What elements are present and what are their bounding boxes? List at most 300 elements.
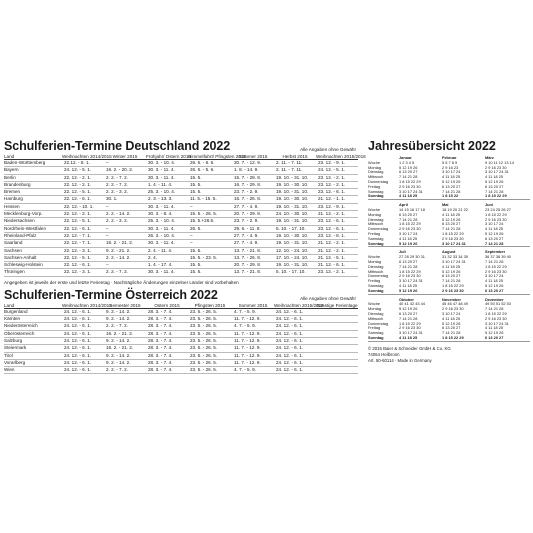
weekday-label: Montag <box>368 211 381 217</box>
holiday-period: 26. 5. - 6. 6. <box>188 160 232 167</box>
holiday-period: 23. 12. - 9. 1. <box>316 203 358 210</box>
holiday-period: 24. 12. - 5. 1. <box>316 167 358 174</box>
holiday-period: 30. 3. - 8. 4. <box>146 211 188 218</box>
weekday-label: Freitag <box>368 278 381 284</box>
day-numbers: 3 10 17 24 <box>442 169 461 175</box>
state-name: Hamburg <box>4 196 62 203</box>
month-name: November <box>442 296 462 302</box>
holiday-period: 23. 5. - 26. 5. <box>188 345 232 352</box>
day-numbers: 9 10 11 12 13 14 <box>485 159 514 165</box>
holiday-period: 15. 5. <box>188 269 232 276</box>
holiday-period: 16. 7. - 29. 8. <box>232 181 274 188</box>
day-numbers: 4 11 18 25 <box>442 263 461 269</box>
day-numbers: 7 14 21 28 <box>399 216 418 222</box>
holiday-period: 27. 7. - 4. 9. <box>232 203 274 210</box>
imprint-line: © 2015 Baier & Schneider GmbH & Co. KG <box>368 345 451 351</box>
holiday-period: 9. 2. - 21. 2. <box>104 247 146 254</box>
day-numbers: 3 10 17 24 31 <box>485 320 509 326</box>
at-header <box>4 287 358 303</box>
holiday-period: 23. 12. - 6. 1. <box>316 225 358 232</box>
day-numbers: 4 11 18 25 <box>399 282 418 288</box>
day-numbers: 5 6 7 8 9 <box>442 159 458 165</box>
month-name: Februar <box>442 155 457 160</box>
de-col-header: Sommer 2015 <box>232 154 274 160</box>
calendar-blocks <box>368 156 530 342</box>
holiday-period: 23. 12. - 2. 1. <box>316 269 358 276</box>
day-numbers: 45 46 47 48 49 <box>442 301 468 307</box>
holiday-period: 24. 12. - 6. 1. <box>62 359 104 366</box>
holiday-period: 16. 2. - 21. 2. <box>104 345 146 352</box>
holiday-period: 23. 5. - 26. 5. <box>188 337 232 344</box>
state-name: Hessen <box>4 203 62 210</box>
day-numbers: 7 14 21 28 <box>399 315 418 321</box>
holiday-period <box>316 330 358 337</box>
holiday-period: – <box>104 225 146 232</box>
state-name: Wien <box>4 367 62 374</box>
de-disclaimer: Alle Angaben ohne Gewähr <box>300 147 356 152</box>
holiday-period: 11. 7. - 12. 9. <box>232 359 274 366</box>
holiday-period: 24. 12. - 6. 1. <box>274 316 316 323</box>
day-numbers: 7 14 21 28 <box>399 174 418 180</box>
imprint <box>368 346 530 364</box>
table-row <box>4 232 358 239</box>
holiday-period: 21. 12. - 5. 1. <box>316 254 358 261</box>
holiday-period: 9. 2. - 14. 2. <box>104 337 146 344</box>
month-name: September <box>485 249 506 255</box>
holiday-period: 28. 3. - 7. 4. <box>146 316 188 323</box>
holiday-period: 15. 5. - 23. 5. <box>188 254 232 261</box>
day-numbers: 5 12 19 26 <box>442 320 461 326</box>
at-col-header: Pfingsten 2015 <box>188 303 232 309</box>
holiday-period: – <box>188 232 232 239</box>
holiday-period: 13. 7. - 21. 8. <box>232 247 274 254</box>
holiday-period: 19. 10. - 31. 10. <box>274 262 316 269</box>
holiday-period: 26. 5. <box>188 225 232 232</box>
month-name: Oktober <box>399 296 414 302</box>
holiday-period: 15. 5. <box>188 174 232 181</box>
state-name: Niedersachsen <box>4 218 62 225</box>
table-row <box>4 323 358 330</box>
weekday-label: Dienstag <box>368 216 384 222</box>
holiday-period: 25. 3. - 10. 4. <box>146 218 188 225</box>
holiday-period: 19. 10. - 30. 10. <box>274 181 316 188</box>
state-name: Bremen <box>4 189 62 196</box>
holiday-period: 24. 12. - 6. 1. <box>62 367 104 374</box>
holiday-period: 4. 7. - 5. 9. <box>232 367 274 374</box>
holiday-period: 30. 3. - 10. 4. <box>146 160 188 167</box>
weekday-label: Montag <box>368 306 381 312</box>
holiday-period: 19. 10. - 30. 10. <box>274 232 316 239</box>
holiday-period: 20. 7. - 29. 8. <box>232 211 274 218</box>
holiday-period: 22. 12. - 3. 1. <box>62 247 104 254</box>
holiday-period: 27. 7. - 4. 9. <box>232 240 274 247</box>
holiday-period: 15. 5.+26.5. <box>188 218 232 225</box>
holiday-period: 16. 2. - 20. 2. <box>104 167 146 174</box>
holiday-period: 21. 12. - 6. 1. <box>316 262 358 269</box>
holiday-period: 23. 7. - 2. 9. <box>232 218 274 225</box>
day-numbers: 1 8 15 22 29 <box>399 178 421 184</box>
day-numbers: 36 37 38 39 40 <box>485 254 511 260</box>
de-col-header: Frühjahr/ Ostern 2015 <box>146 154 191 159</box>
weekday-label: Woche <box>368 254 381 260</box>
holiday-period: 2. 2. - 7. 2. <box>104 323 146 330</box>
holiday-period: 26. 3. - 10. 4. <box>146 232 188 239</box>
holiday-period: 30. 3. - 11. 4. <box>146 203 188 210</box>
holiday-period: 24. 12. - 6. 1. <box>274 323 316 330</box>
weekday-label: Samstag <box>368 330 384 336</box>
day-numbers: 2 9 16 23 <box>442 164 459 170</box>
holiday-period: 23. 12. - 6. 1. <box>316 189 358 196</box>
holiday-period: 19. 10. - 31. 10. <box>274 203 316 210</box>
day-numbers: 2 9 16 23 30 <box>442 287 464 293</box>
table-row <box>4 262 358 269</box>
holiday-period: 24. 12. - 6. 1. <box>62 330 104 337</box>
state-name: Rheinland-Pfalz <box>4 232 62 239</box>
holiday-period: 23. 5. - 26. 5. <box>188 316 232 323</box>
de-col-header: Land <box>4 154 62 160</box>
holiday-period: 24. 12. - 6. 1. <box>62 316 104 323</box>
de-col-header: Weihnachten 2015/2016 <box>316 154 366 159</box>
holiday-period: 21. 12. - 2. 1. <box>316 247 358 254</box>
holiday-period: 2. 2. - 7. 2. <box>104 367 146 374</box>
holiday-period <box>316 323 358 330</box>
holiday-period: 24. 12. - 6. 1. <box>274 337 316 344</box>
holiday-period: 23. 5. - 26. 5. <box>188 352 232 359</box>
holiday-period: 28. 3. - 7. 4. <box>146 359 188 366</box>
holiday-period: 2. 11. - 7. 11. <box>274 167 316 174</box>
day-numbers: 4 11 18 25 <box>485 226 504 232</box>
holiday-period: 23. 5. - 26. 5. <box>188 308 232 315</box>
state-name: Sachsen <box>4 247 62 254</box>
year-overview-panel <box>368 138 530 400</box>
day-numbers: 2 9 16 23 30 <box>399 183 421 189</box>
holiday-period: 19. 10. - 31. 10. <box>274 240 316 247</box>
day-numbers: 3 10 17 24 31 <box>442 240 466 246</box>
holiday-period: 29. 6. - 11. 8. <box>232 225 274 232</box>
quarter-block <box>368 250 530 294</box>
weekday-label: Donnerstag <box>368 320 389 326</box>
day-numbers: 6 13 20 27 <box>442 183 461 189</box>
day-numbers: 1 8 15 22 <box>442 193 459 199</box>
holiday-period: 23. 12. - 8. 1. <box>316 232 358 239</box>
holiday-period: 9. 2. - 14. 2. <box>104 359 146 366</box>
day-numbers: 1 8 15 22 29 <box>399 221 421 227</box>
state-name: Schleswig-Holstein <box>4 262 62 269</box>
day-numbers: 7 14 21 28 <box>485 240 504 246</box>
holiday-period: 24. 12. - 6. 1. <box>62 323 104 330</box>
holiday-period: 22. 12. - 2. 1. <box>62 181 104 188</box>
day-numbers: 3 10 17 24 31 <box>485 169 509 175</box>
day-numbers: 2 9 16 23 30 <box>485 216 507 222</box>
holiday-period <box>316 359 358 366</box>
day-numbers: 4 11 18 25 <box>399 193 418 199</box>
holiday-period: 11. 7. - 12. 9. <box>232 345 274 352</box>
at-col-header: Weihnachten 2015/2016 <box>274 302 324 308</box>
table-row <box>4 203 358 210</box>
table-row <box>4 211 358 218</box>
table-row <box>4 352 358 359</box>
holiday-period: 23. 7. - 2. 9. <box>232 189 274 196</box>
day-numbers: 6 13 20 27 <box>485 287 504 293</box>
holiday-period: 22. 12. - 7. 1. <box>62 232 104 239</box>
holiday-period: 5. 10. - 17. 10. <box>274 225 316 232</box>
day-numbers: 49 50 51 52 53 <box>485 301 511 307</box>
holiday-period: 26. 5. - 5. 6. <box>188 167 232 174</box>
quarter-block <box>368 298 530 342</box>
holiday-period: 2. 2. - 7. 2. <box>104 269 146 276</box>
holiday-period: 24. 12. - 6. 1. <box>274 345 316 352</box>
de-holiday-table <box>4 154 366 277</box>
day-numbers: 5 12 19 26 <box>442 268 461 274</box>
day-numbers: 7 14 21 28 <box>442 226 461 232</box>
holiday-period: 15. 7. - 28. 8. <box>232 174 274 181</box>
weekday-label: Mittwoch <box>368 221 384 227</box>
day-numbers: 3 10 17 24 <box>399 230 418 236</box>
day-numbers: 1 8 15 22 29 <box>485 310 507 316</box>
de-col-header: Winter 2015 <box>104 154 146 160</box>
day-numbers: 6 13 20 27 <box>442 221 461 227</box>
holiday-period: 22. 12. - 2. 1. <box>62 211 104 218</box>
holiday-tables-panel <box>4 138 366 400</box>
holiday-period <box>316 352 358 359</box>
weekday-label: Mittwoch <box>368 174 384 180</box>
holiday-period: 23. 12. - 2. 1. <box>316 174 358 181</box>
table-row <box>4 218 358 225</box>
day-numbers: 7 14 21 28 <box>442 278 461 284</box>
day-numbers: 4 11 18 25 <box>485 325 504 331</box>
holiday-period: 22. 12. - 5. 1. <box>62 218 104 225</box>
day-numbers: 6 13 20 27 <box>485 334 504 340</box>
day-numbers: 5 12 19 26 <box>485 178 504 184</box>
holiday-period: 11. 7. - 12. 9. <box>232 337 274 344</box>
at-col-header: Semester 2015 <box>104 303 146 309</box>
holiday-period: 16. 2. - 21. 2. <box>104 240 146 247</box>
table-row <box>4 189 358 196</box>
table-row <box>4 240 358 247</box>
de-footnote: Angegeben ist jeweils der erste und letzte Ferientag · Nachträgliche Änderungen einzelner Länder sind vorbehalten <box>4 279 239 285</box>
weekday-label: Montag <box>368 258 381 264</box>
month-name: Mai <box>442 202 449 208</box>
holiday-period: 2. 2. - 14. 2. <box>104 211 146 218</box>
table-row <box>4 316 358 323</box>
table-row <box>4 181 358 188</box>
day-numbers: 6 13 20 27 <box>442 273 461 279</box>
day-numbers: 4 11 18 25 <box>485 278 504 284</box>
weekday-label: Dienstag <box>368 263 384 269</box>
weekday-label: Woche <box>368 206 381 212</box>
day-numbers: 6 13 20 27 <box>485 235 504 241</box>
month-name: Januar <box>399 155 412 160</box>
day-numbers: 4 11 18 25 <box>442 315 461 321</box>
state-name: Thüringen <box>4 269 62 276</box>
day-numbers: 4 11 18 25 <box>442 211 461 217</box>
day-numbers: 1 8 15 22 29 <box>442 282 464 288</box>
holiday-period: – <box>104 203 146 210</box>
holiday-period: – <box>188 203 232 210</box>
holiday-period: 22. 12. - 6. 1. <box>62 262 104 269</box>
holiday-period: 22. 12. - 6. 1. <box>62 225 104 232</box>
day-numbers: 31 32 33 34 35 <box>442 254 468 260</box>
holiday-period: 2. 2. - 7. 2. <box>104 181 146 188</box>
table-row <box>4 167 358 174</box>
day-numbers: 3 10 17 24 31 <box>399 188 423 194</box>
holiday-period: 9. 2. - 14. 2. <box>104 308 146 315</box>
state-name: Saarland <box>4 240 62 247</box>
holiday-period: 19. 10. - 31. 10. <box>274 218 316 225</box>
state-name: Niederösterreich <box>4 323 62 330</box>
holiday-period: 28. 3. - 7. 4. <box>146 345 188 352</box>
day-numbers: 5 12 19 26 <box>485 230 504 236</box>
holiday-period: 28. 3. - 7. 4. <box>146 330 188 337</box>
day-numbers: 7 14 21 28 <box>485 306 504 312</box>
holiday-period: 16. 7. - 26. 8. <box>232 196 274 203</box>
holiday-period: 15. 5. - 26. 5. <box>188 211 232 218</box>
holiday-period: 22. 12. - 5. 1. <box>62 254 104 261</box>
table-row <box>4 308 358 315</box>
holiday-period: 28. 3. - 7. 4. <box>146 337 188 344</box>
weekday-label: Donnerstag <box>368 226 389 232</box>
holiday-period: 21. 12. - 2. 1. <box>316 240 358 247</box>
day-numbers: 3 10 17 24 <box>485 273 504 279</box>
day-numbers: 18 19 20 21 22 <box>442 206 468 212</box>
day-numbers: 5 12 19 26 <box>399 306 418 312</box>
holiday-period: 2. 11. - 7. 11. <box>274 160 316 167</box>
day-numbers: 1 2 3 4 5 <box>399 159 415 165</box>
state-name: Vorarlberg <box>4 359 62 366</box>
day-numbers: 27 28 29 30 31 <box>399 254 425 260</box>
weekday-label: Woche <box>368 159 381 165</box>
day-numbers: 5 12 19 26 <box>399 287 418 293</box>
holiday-period: 23. 5. - 26. 5. <box>188 367 232 374</box>
weekday-label: Donnerstag <box>368 178 389 184</box>
state-name: Baden-Württemberg <box>4 160 62 167</box>
holiday-period: 27. 7. - 4. 9. <box>232 232 274 239</box>
day-numbers: 2 9 16 23 30 <box>442 306 464 312</box>
day-numbers: 5 12 19 26 <box>485 282 504 288</box>
holiday-period: 24. 12. - 6. 1. <box>274 308 316 315</box>
holiday-period: 19. 10. - 31. 10. <box>274 189 316 196</box>
at-col-header: Ostern 2015 <box>146 303 188 309</box>
holiday-period: 17. 10. - 24. 10. <box>274 254 316 261</box>
holiday-period: 24. 12. - 6. 1. <box>62 345 104 352</box>
holiday-period: 22. 12. - 2. 1. <box>62 174 104 181</box>
day-numbers: 2 9 16 23 30 <box>485 164 507 170</box>
day-numbers: 5 12 19 26 <box>399 164 418 170</box>
holiday-period: 24. 12. - 6. 1. <box>274 352 316 359</box>
at-col-header: Land <box>4 303 62 309</box>
state-name: Brandenburg <box>4 181 62 188</box>
day-numbers: 5 12 19 26 <box>442 178 461 184</box>
holiday-period: – <box>104 232 146 239</box>
holiday-period: 16. 2. - 21. 2. <box>104 330 146 337</box>
holiday-period: 20. 7. - 29. 8. <box>232 262 274 269</box>
state-name: Burgenland <box>4 308 62 315</box>
day-numbers: 7 14 21 28 <box>442 330 461 336</box>
holiday-period: 2. 2. - 3. 2. <box>104 189 146 196</box>
table-row <box>4 254 358 261</box>
holiday-period: 22. 12. - 6. 1. <box>62 196 104 203</box>
day-numbers: 7 14 21 28 <box>485 188 504 194</box>
weekday-label: Mittwoch <box>368 268 384 274</box>
de-header <box>4 138 358 154</box>
day-numbers: 4 11 18 25 <box>399 235 418 241</box>
holiday-period: 24. 12. - 6. 1. <box>274 359 316 366</box>
quarter-block <box>368 203 530 247</box>
day-numbers: 6 13 20 27 <box>399 258 418 264</box>
holiday-period: 11. 7. - 12. 9. <box>232 352 274 359</box>
holiday-period: 23. 12. - 6. 1. <box>316 218 358 225</box>
day-numbers: 4 11 18 25 <box>399 334 418 340</box>
weekday-label: Sonntag <box>368 193 384 199</box>
holiday-period: 2. 3. - 13. 3. <box>146 196 188 203</box>
holiday-period: 22. 12. - 7. 1. <box>62 240 104 247</box>
day-numbers: 1 8 15 22 29 <box>399 320 421 326</box>
holiday-period: 24. 12. - 6. 1. <box>62 352 104 359</box>
holiday-period: 23. 12. - 9. 1. <box>316 160 358 167</box>
holiday-period: 23. 12. - 2. 1. <box>316 181 358 188</box>
day-numbers: 6 13 20 27 <box>399 211 418 217</box>
weekday-label: Mittwoch <box>368 315 384 321</box>
state-name: Kärnten <box>4 316 62 323</box>
holiday-period: 24. 12. - 6. 1. <box>62 337 104 344</box>
at-col-header: Sonstige Ferientage <box>316 302 358 308</box>
holiday-period: 15. 5. <box>188 262 232 269</box>
day-numbers: 3 10 17 24 <box>485 221 504 227</box>
day-numbers: 6 13 20 27 <box>399 310 418 316</box>
state-name: Tirol <box>4 352 62 359</box>
day-numbers: 1 8 15 22 29 <box>442 230 464 236</box>
holiday-period: 23. 5. - 26. 5. <box>188 359 232 366</box>
weekday-label: Freitag <box>368 230 381 236</box>
table-row <box>4 225 358 232</box>
weekday-label: Sonntag <box>368 287 384 293</box>
holiday-period <box>316 308 358 315</box>
day-numbers: 5 12 19 26 <box>485 330 504 336</box>
holiday-period: 9. 2. - 14. 2. <box>104 352 146 359</box>
holiday-period: – <box>104 160 146 167</box>
day-numbers: 1 8 15 22 29 <box>399 268 421 274</box>
holiday-period: 12. 10. - 24. 10. <box>274 247 316 254</box>
at-col-header: Weihnachten 2014/2015 <box>62 302 112 308</box>
holiday-period: 24. 10. - 30. 10. <box>274 211 316 218</box>
day-numbers: 3 10 17 24 31 <box>442 258 466 264</box>
state-name: Oberösterreich <box>4 330 62 337</box>
holiday-period: 22.12. - 5. 1. <box>62 160 104 167</box>
holiday-period: 9. 2. - 14. 2. <box>104 316 146 323</box>
day-numbers: 3 10 17 24 <box>442 310 461 316</box>
holiday-period: 22. 12. - 10. 1. <box>62 203 104 210</box>
month-name: Juli <box>399 249 406 255</box>
table-row <box>4 247 358 254</box>
day-numbers: 2 9 16 23 30 <box>399 226 421 232</box>
weekday-label: Samstag <box>368 188 384 194</box>
holiday-period: 2. 2. - 14. 2. <box>104 254 146 261</box>
holiday-period: 28. 3. - 7. 4. <box>146 323 188 330</box>
day-numbers: 7 14 21 28 <box>399 263 418 269</box>
table-row <box>4 196 358 203</box>
month-name: Juni <box>485 202 493 208</box>
state-name: Bayern <box>4 167 62 174</box>
table-row <box>4 345 358 352</box>
holiday-period: 30. 3. - 11. 4. <box>146 167 188 174</box>
day-numbers: 40 41 42 43 44 <box>399 301 425 307</box>
weekday-label: Sonntag <box>368 334 384 340</box>
weekday-label: Freitag <box>368 325 381 331</box>
de-col-header: Himmelfahrt/ Pfingsten 2015 <box>188 154 246 159</box>
table-row <box>4 330 358 337</box>
holiday-period: 30. 3. - 11. 4. <box>146 225 188 232</box>
de-col-header: Herbst 2015 <box>274 154 316 160</box>
